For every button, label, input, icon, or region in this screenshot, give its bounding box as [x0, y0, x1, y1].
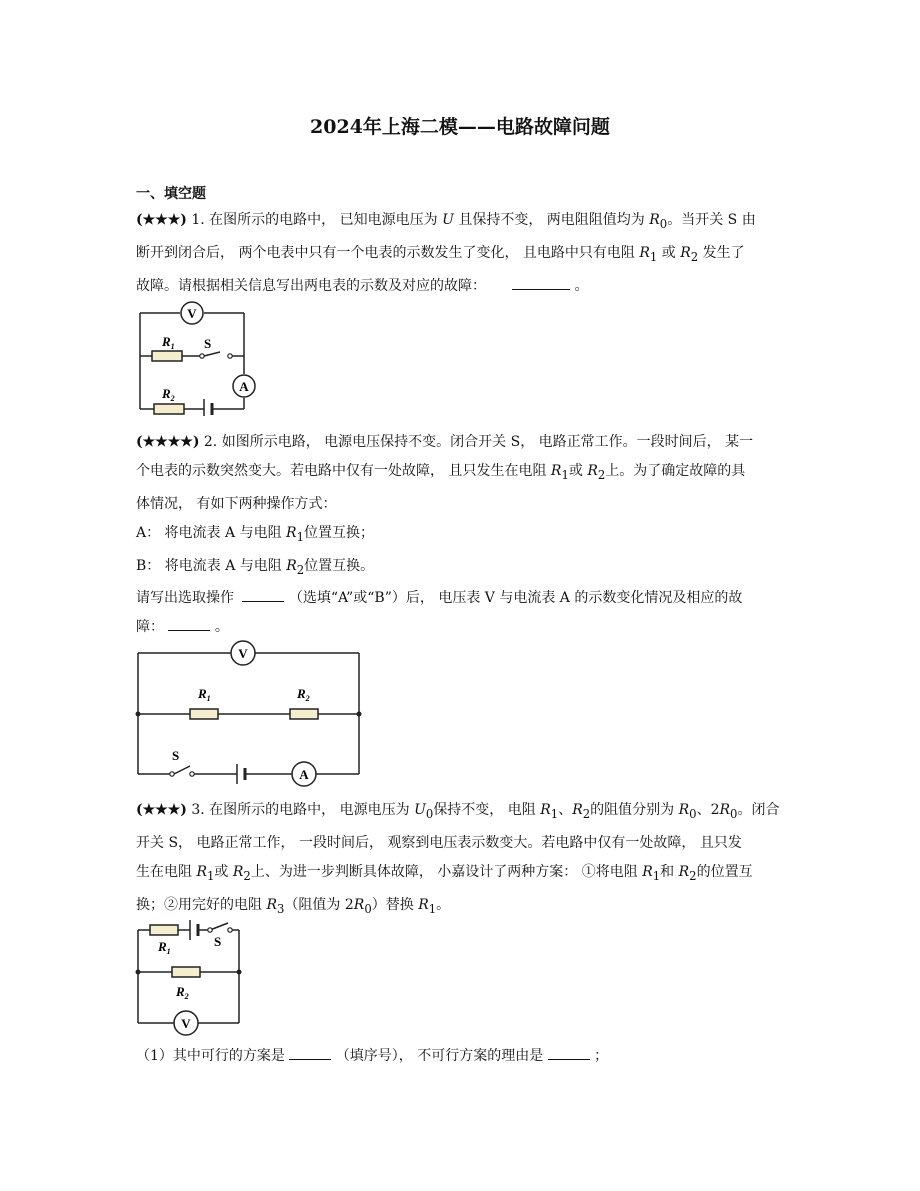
page-title: 2024年上海二模——电路故障问题 [310, 116, 610, 138]
answer-blank[interactable] [242, 587, 284, 602]
q2-text: B： 将电流表 A 与电阻 [136, 557, 287, 574]
r2-label: R [297, 686, 306, 701]
battery-icon [204, 399, 212, 416]
var-r2: R [587, 463, 598, 479]
q3-text: 和 [660, 863, 679, 880]
resistor-r1 [190, 709, 218, 719]
switch-contact-icon [228, 354, 232, 358]
section-heading: 一、填空题 [136, 186, 206, 202]
var-r1: R [642, 863, 653, 880]
r1-label-sub: 1 [206, 694, 211, 703]
q3-text: 换；②用完好的电阻 [136, 896, 267, 913]
q2-text: 上。为了确定故障的具 [605, 463, 746, 479]
var-r1: R [418, 896, 429, 913]
switch-contact-icon [200, 354, 204, 358]
q3-text: （填序号）， 不可行方案的理由是 [331, 1048, 548, 1064]
r2-label-sub: 2 [305, 694, 310, 703]
q3-text: 生在电阻 [136, 863, 197, 880]
q2-option-a [136, 519, 786, 552]
var-r2-sub: 2 [296, 562, 305, 577]
switch-contact-icon [170, 772, 174, 776]
var-r2: R [572, 802, 583, 818]
q2-text: 体情况， 有如下两种操作方式： [136, 495, 337, 512]
q2-text: 障： [136, 619, 169, 636]
q1-text: 或 [657, 244, 681, 261]
q1-line-1 [136, 206, 786, 239]
var-r1: R [540, 802, 551, 818]
resistor-r2 [154, 404, 184, 414]
var-r1-sub: 1 [207, 868, 215, 883]
q1-text: 故障。请根据相关信息写出两电表的示数及对应的故障： [136, 277, 486, 294]
q3-text: 的位置互 [696, 863, 753, 880]
var-r2: R [232, 863, 244, 880]
r2-label-sub: 2 [170, 394, 175, 403]
r2-label: R [176, 984, 185, 999]
var-r0: R [649, 212, 660, 228]
r2-label-sub: 2 [184, 992, 189, 1001]
svg-text:R2 [296, 686, 310, 703]
svg-text:R1 [161, 334, 175, 351]
ammeter-label: A [299, 767, 309, 782]
q3-text: ； [589, 1048, 609, 1064]
var-r2: R [286, 557, 297, 574]
var-u0-sub: 0 [425, 806, 434, 821]
switch-label: S [204, 336, 212, 351]
var-r1: R [286, 524, 297, 541]
var-r3-sub: 3 [277, 901, 285, 916]
r2-label: R [162, 386, 171, 401]
var-r0: R [678, 802, 690, 818]
circuit-diagram-1 [130, 296, 260, 416]
junction-dot [136, 712, 141, 717]
q2-line-3 [136, 490, 786, 519]
var-r1: R [550, 463, 562, 479]
q2-option-b [136, 552, 786, 585]
var-r1: R [196, 863, 207, 880]
q1-text: 。 [570, 277, 589, 294]
var-r0-sub: 0 [730, 806, 738, 821]
switch-label: S [172, 748, 180, 763]
q3-line-3 [136, 858, 786, 891]
var-u: U [442, 212, 454, 228]
var-r0-sub: 0 [689, 806, 697, 821]
q3-text: 3. 在图所示的电路中， 电源电压为 [186, 802, 415, 818]
q3-line-2 [136, 829, 786, 858]
q1-text: 且保持不变， 两电阻阻值均为 [453, 212, 650, 228]
var-r1-sub: 1 [561, 467, 569, 482]
var-r1: R [639, 244, 650, 261]
q3-text: ）替换 [371, 896, 419, 913]
q3-text: 的阻值分别为 [590, 802, 679, 818]
q3-text: 、 [558, 802, 573, 818]
q3-text: 。闭合 [737, 802, 780, 818]
answer-blank[interactable] [512, 275, 570, 290]
junction-dot [237, 970, 242, 975]
question-3 [136, 796, 786, 923]
q2-line-6 [136, 584, 786, 613]
q3-line-1 [136, 796, 786, 829]
var-r1-sub: 1 [296, 529, 304, 544]
var-r2-sub: 2 [690, 249, 699, 264]
resistor-r1 [150, 925, 178, 935]
q2-text: 。 [210, 619, 229, 636]
q3-text: （1）其中可行的方案是 [136, 1048, 290, 1064]
q2-text: 请写出选取操作 [136, 590, 239, 607]
voltmeter-label: V [187, 306, 197, 321]
circuit-diagram-3 [130, 918, 250, 1038]
voltmeter-label: V [238, 646, 248, 661]
circuit-diagram-2 [130, 640, 370, 790]
q3-text: 上、为进一步判断具体故障， 小嘉设计了两种方案： ①将电阻 [250, 863, 643, 880]
q2-line-7 [136, 613, 786, 642]
q3-sub1-line [136, 1042, 786, 1071]
var-r3: R [266, 896, 277, 913]
junction-dot [357, 712, 362, 717]
svg-text:R1 [197, 686, 211, 703]
q2-text: 2. 如图所示电路， 电源电压保持不变。闭合开关 S， 电路正常工作。一段时间后， 某一 [199, 434, 754, 450]
q2-line-2 [136, 457, 786, 490]
q3-text: 保持不变， 电阻 [433, 802, 541, 818]
svg-text:R2 [175, 984, 189, 1001]
switch-label: S [214, 934, 222, 949]
q3-difficulty: (★★★) [136, 802, 187, 818]
r1-label-sub: 1 [166, 947, 171, 956]
q1-text: 1. 在图所示的电路中， 已知电源电压为 [186, 212, 443, 228]
voltmeter-label: V [181, 1016, 191, 1031]
r1-label: R [162, 334, 171, 349]
q2-text: 或 [568, 463, 588, 479]
q1-difficulty: (★★★) [136, 212, 187, 228]
svg-text:R1 [157, 939, 171, 956]
ammeter-label: A [239, 379, 249, 394]
var-r1-sub: 1 [652, 868, 661, 883]
q3-text: 或 [214, 863, 233, 880]
var-r0: R [353, 896, 365, 913]
resistor-r2 [290, 709, 318, 719]
resistor-r1 [152, 351, 182, 361]
answer-blank[interactable] [289, 1045, 331, 1060]
q3-text: 。 [436, 896, 451, 913]
var-r1-sub: 1 [428, 901, 437, 916]
switch-contact-icon [228, 928, 232, 932]
battery-icon [237, 764, 245, 784]
var-r2-sub: 2 [243, 868, 251, 883]
battery-icon [190, 920, 198, 940]
r1-label: R [198, 686, 207, 701]
var-r1-sub: 1 [649, 249, 658, 264]
var-r2: R [678, 863, 690, 880]
q2-text: 个电表的示数突然变大。若电路中仅有一处故障， 且只发生在电阻 [136, 463, 551, 479]
var-r0: R [719, 802, 731, 818]
svg-text:R2 [161, 386, 175, 403]
q1-text: 断开到闭合后， 两个电表中只有一个电表的示数发生了变化， 且电路中只有电阻 [136, 244, 640, 261]
var-r2-sub: 2 [597, 467, 606, 482]
var-u0: U [414, 802, 426, 818]
q2-text: （选填“A”或“B”）后， 电压表 V 与电流表 A 的示数变化情况及相应的故 [284, 590, 743, 607]
answer-blank[interactable] [168, 616, 210, 631]
q1-text: 发生了 [698, 244, 745, 261]
r1-label-sub: 1 [170, 342, 175, 351]
q3-text: 、2 [696, 802, 720, 818]
q3-sub-question-1 [136, 1042, 786, 1071]
question-2 [136, 428, 786, 642]
junction-dot [136, 970, 141, 975]
q3-text: 开关 S， 电路正常工作， 一段时间后， 观察到电压表示数变大。若电路中仅有一处故障， 且只发 [136, 834, 742, 851]
resistor-r2 [172, 967, 200, 977]
answer-blank[interactable] [548, 1045, 590, 1060]
q1-line-2 [136, 239, 786, 272]
var-r2-sub: 2 [582, 806, 591, 821]
r1-label: R [158, 939, 167, 954]
q1-text: 。当开关 S 由 [667, 212, 756, 228]
q2-text: 位置互换。 [304, 557, 375, 574]
var-r2: R [680, 244, 691, 261]
q3-text: （阻值为 2 [284, 896, 354, 913]
var-r1-sub: 1 [550, 806, 559, 821]
q2-text: A： 将电流表 A 与电阻 [136, 524, 287, 541]
var-r0-sub: 0 [659, 216, 668, 231]
q2-text: 位置互换； [304, 524, 374, 541]
q2-line-1 [136, 428, 786, 457]
var-r0-sub: 0 [364, 901, 372, 916]
q2-difficulty: (★★★★) [136, 434, 200, 450]
question-1 [136, 206, 786, 301]
switch-contact-icon [208, 928, 212, 932]
switch-contact-icon [190, 772, 194, 776]
var-r2-sub: 2 [689, 868, 697, 883]
